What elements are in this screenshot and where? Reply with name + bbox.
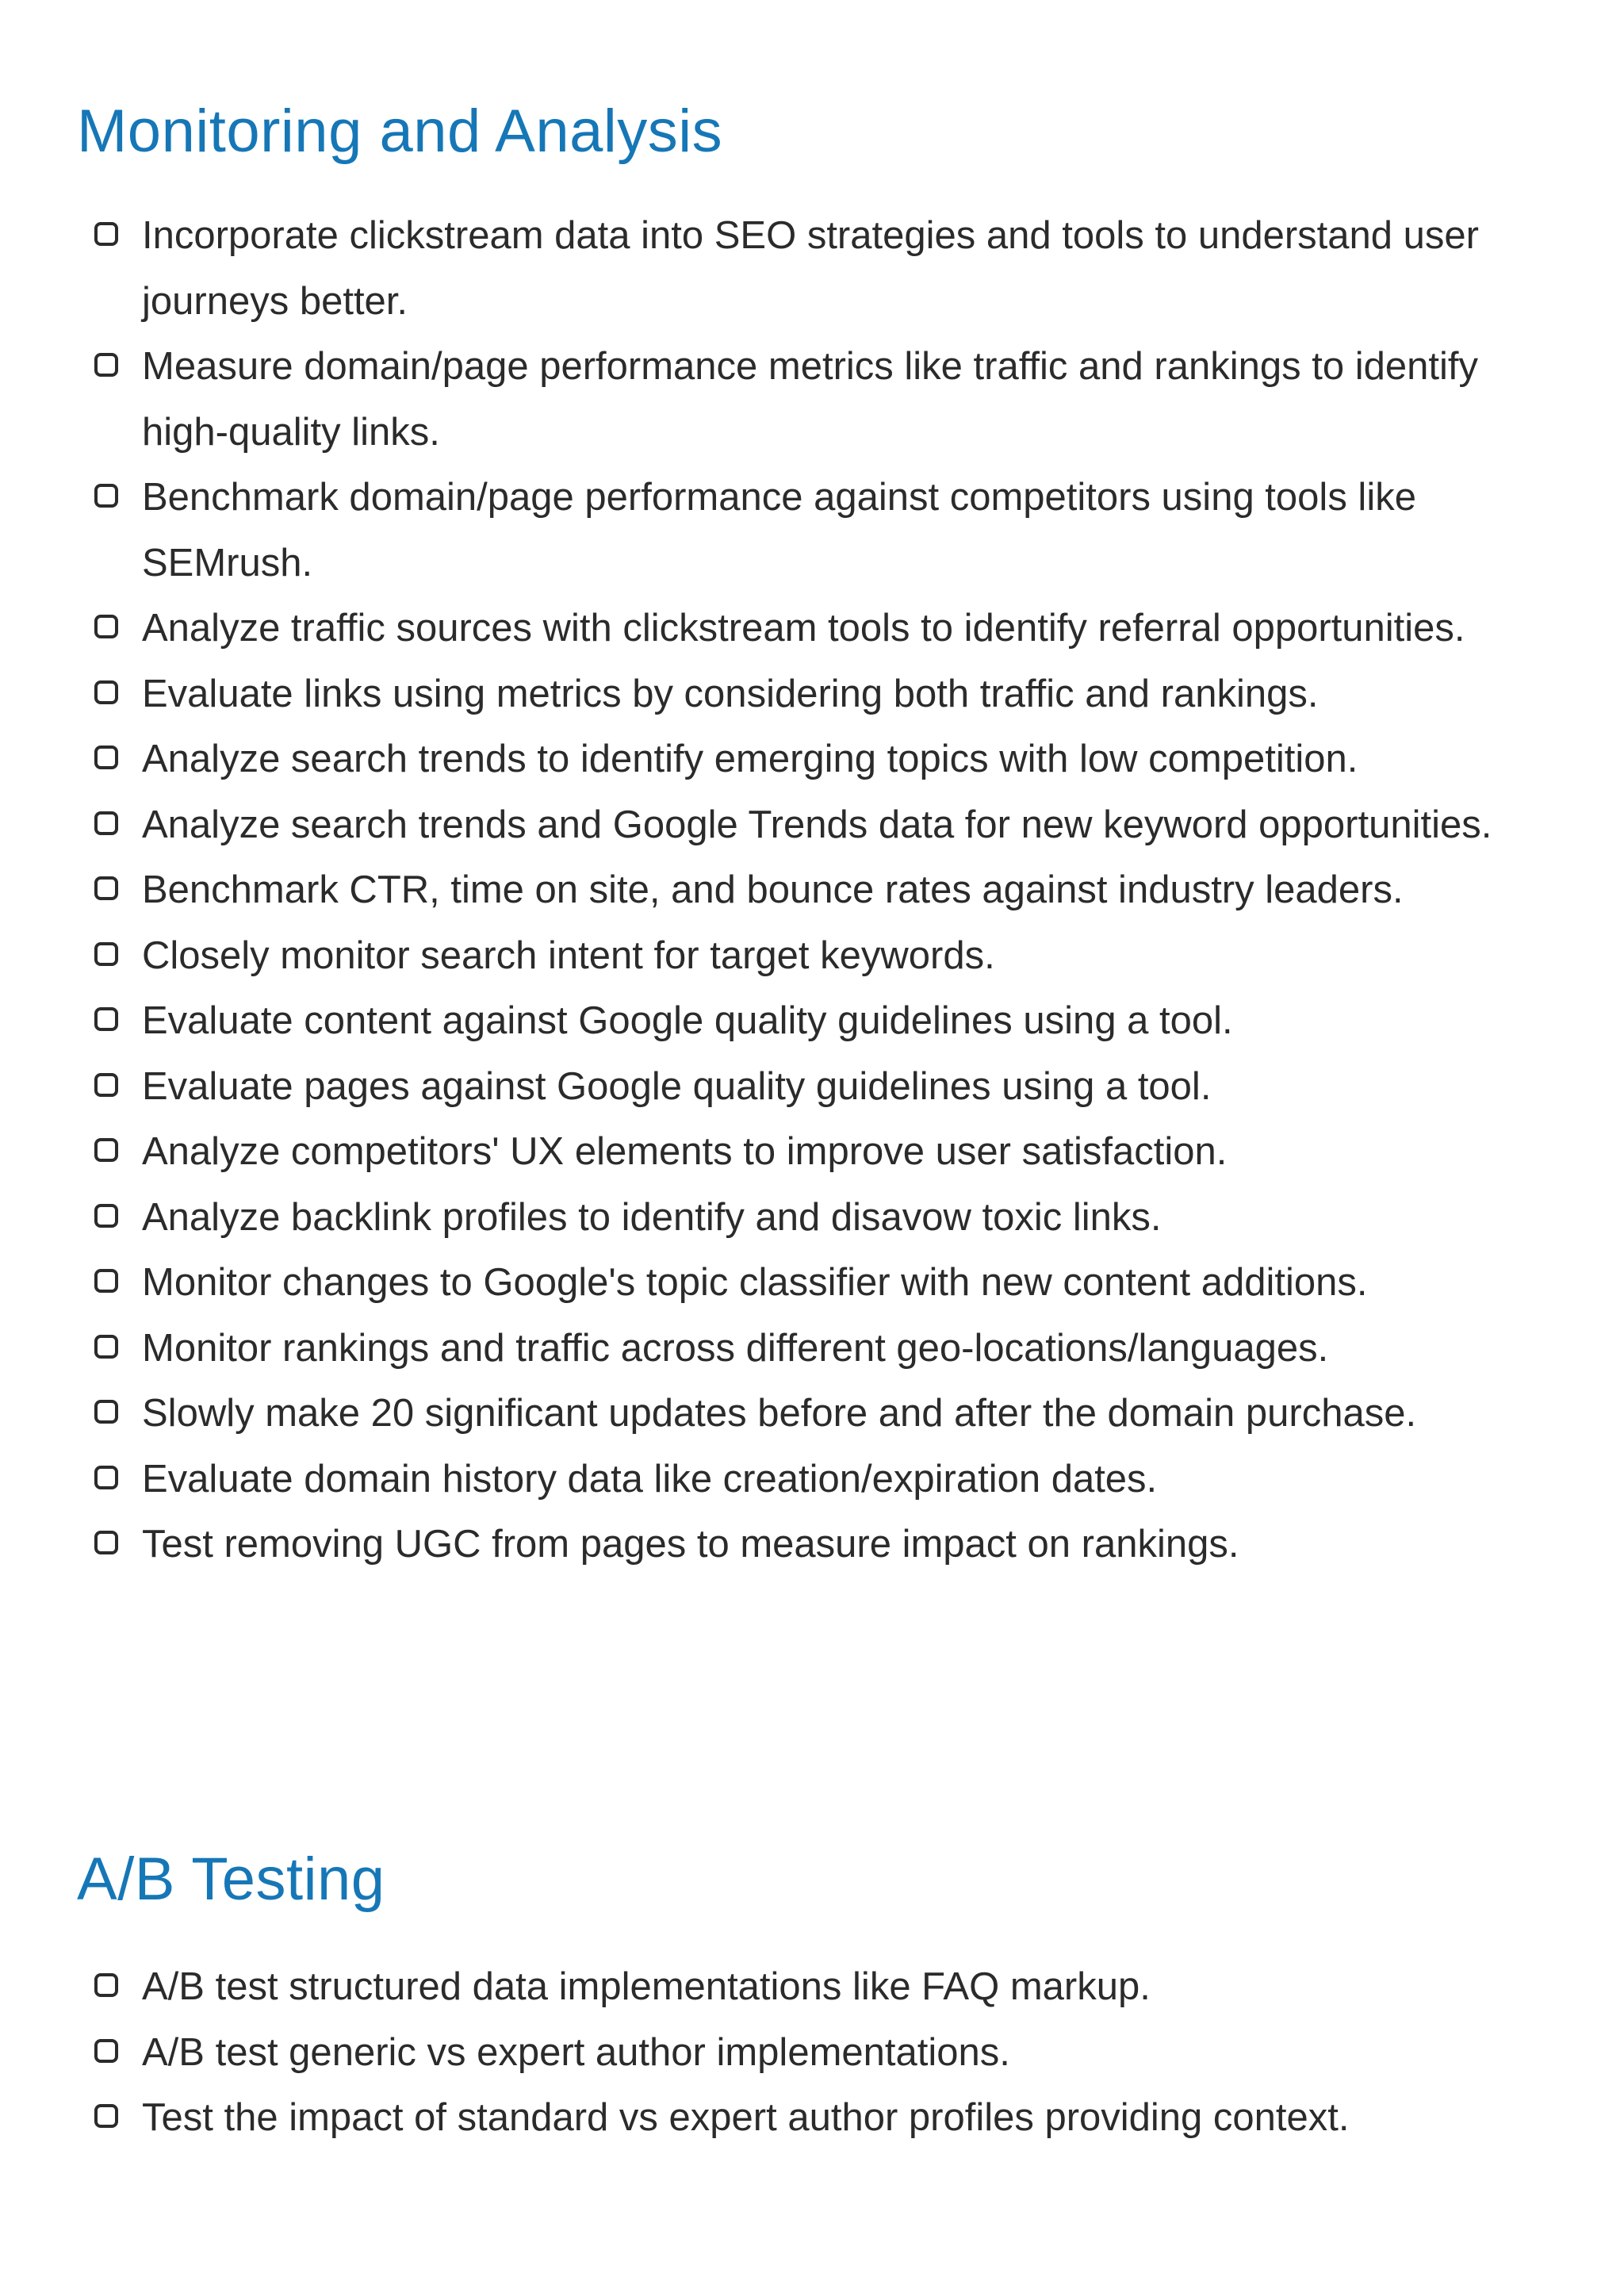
empty-checkbox-icon[interactable]	[94, 1531, 118, 1554]
empty-checkbox-icon[interactable]	[94, 2039, 118, 2063]
empty-checkbox-icon[interactable]	[94, 353, 118, 377]
checklist-item-text: Closely monitor search intent for target keywords.	[142, 933, 995, 977]
checklist-item	[77, 2020, 1568, 2086]
empty-checkbox-icon[interactable]	[94, 1973, 118, 1997]
section-monitoring-and-analysis	[77, 94, 1568, 1577]
checklist-item	[77, 465, 1568, 596]
checklist-item-text: A/B test generic vs expert author implementations.	[142, 2030, 1010, 2074]
checklist-item	[77, 661, 1568, 727]
empty-checkbox-icon[interactable]	[94, 1400, 118, 1424]
empty-checkbox-icon[interactable]	[94, 1204, 118, 1228]
empty-checkbox-icon[interactable]	[94, 942, 118, 966]
empty-checkbox-icon[interactable]	[94, 615, 118, 638]
empty-checkbox-icon[interactable]	[94, 680, 118, 704]
empty-checkbox-icon[interactable]	[94, 222, 118, 246]
checklist-item-text: Evaluate content against Google quality guidelines using a tool.	[142, 999, 1233, 1042]
section-heading: Monitoring and Analysis	[77, 98, 723, 165]
checklist-item	[77, 2085, 1568, 2151]
checklist-item-text: Evaluate domain history data like creation/expiration dates.	[142, 1457, 1158, 1501]
checklist-item-text: Monitor changes to Google's topic classifier with new content additions.	[142, 1261, 1368, 1304]
empty-checkbox-icon[interactable]	[94, 746, 118, 769]
checklist-item	[77, 1250, 1568, 1316]
empty-checkbox-icon[interactable]	[94, 2104, 118, 2128]
checklist-item-text: Analyze search trends to identify emerging topics with low competition.	[142, 738, 1358, 780]
checklist-item	[77, 1954, 1568, 2020]
empty-checkbox-icon[interactable]	[94, 1138, 118, 1162]
checklist-item	[77, 203, 1568, 334]
checklist-item	[77, 857, 1568, 923]
empty-checkbox-icon[interactable]	[94, 811, 118, 835]
checklist-item-text: Analyze backlink profiles to identify and disavow toxic links.	[142, 1195, 1162, 1239]
empty-checkbox-icon[interactable]	[94, 1269, 118, 1293]
checklist-item	[77, 923, 1568, 989]
checklist-item-text: Test removing UGC from pages to measure impact on rankings.	[142, 1523, 1239, 1566]
checklist-item-text: Evaluate links using metrics by considering both traffic and rankings.	[142, 672, 1319, 715]
checklist-item	[77, 334, 1568, 465]
empty-checkbox-icon[interactable]	[94, 1466, 118, 1489]
checklist-item-text: Analyze traffic sources with clickstream tools to identify referral opportunities.	[142, 607, 1465, 650]
checklist-item-text: Benchmark CTR, time on site, and bounce rates against industry leaders.	[142, 868, 1404, 911]
checklist-item	[77, 792, 1568, 858]
checklist-item-text: Slowly make 20 significant updates before and after the domain purchase.	[142, 1392, 1417, 1435]
checklist-item-text: Test the impact of standard vs expert author profiles providing context.	[142, 2096, 1350, 2139]
checklist-item	[77, 1316, 1568, 1382]
checklist-item-text: Analyze competitors' UX elements to improve user satisfaction.	[142, 1130, 1228, 1173]
checklist-item-text: A/B test structured data implementations like FAQ markup.	[142, 1965, 1151, 2008]
checklist-item-text: Monitor rankings and traffic across different geo-locations/languages.	[142, 1326, 1329, 1370]
checklist-item-text: Incorporate clickstream data into SEO strategies and tools to understand user journeys better.	[142, 214, 1479, 323]
checklist-item	[77, 1512, 1568, 1577]
checklist-item	[77, 726, 1568, 792]
checklist-item	[77, 1054, 1568, 1120]
empty-checkbox-icon[interactable]	[94, 1007, 118, 1031]
empty-checkbox-icon[interactable]	[94, 1073, 118, 1097]
checklist-item	[77, 1381, 1568, 1447]
empty-checkbox-icon[interactable]	[94, 876, 118, 900]
empty-checkbox-icon[interactable]	[94, 1335, 118, 1359]
checklist-item-text: Benchmark domain/page performance against competitors using tools like SEMrush.	[142, 476, 1416, 585]
checklist-item-text: Analyze search trends and Google Trends data for new keyword opportunities.	[142, 803, 1492, 846]
empty-checkbox-icon[interactable]	[94, 484, 118, 508]
checklist-item	[77, 596, 1568, 661]
section-ab-testing	[77, 1842, 1568, 2151]
checklist-item	[77, 1447, 1568, 1512]
checklist-item-text: Evaluate pages against Google quality guidelines using a tool.	[142, 1064, 1212, 1108]
checklist	[77, 203, 1568, 1577]
checklist-item	[77, 1185, 1568, 1251]
checklist-item	[77, 988, 1568, 1054]
checklist-item-text: Measure domain/page performance metrics like traffic and rankings to identify high-quality links.	[142, 345, 1478, 454]
checklist-item	[77, 1119, 1568, 1185]
section-heading: A/B Testing	[77, 1846, 385, 1913]
checklist	[77, 1954, 1568, 2151]
